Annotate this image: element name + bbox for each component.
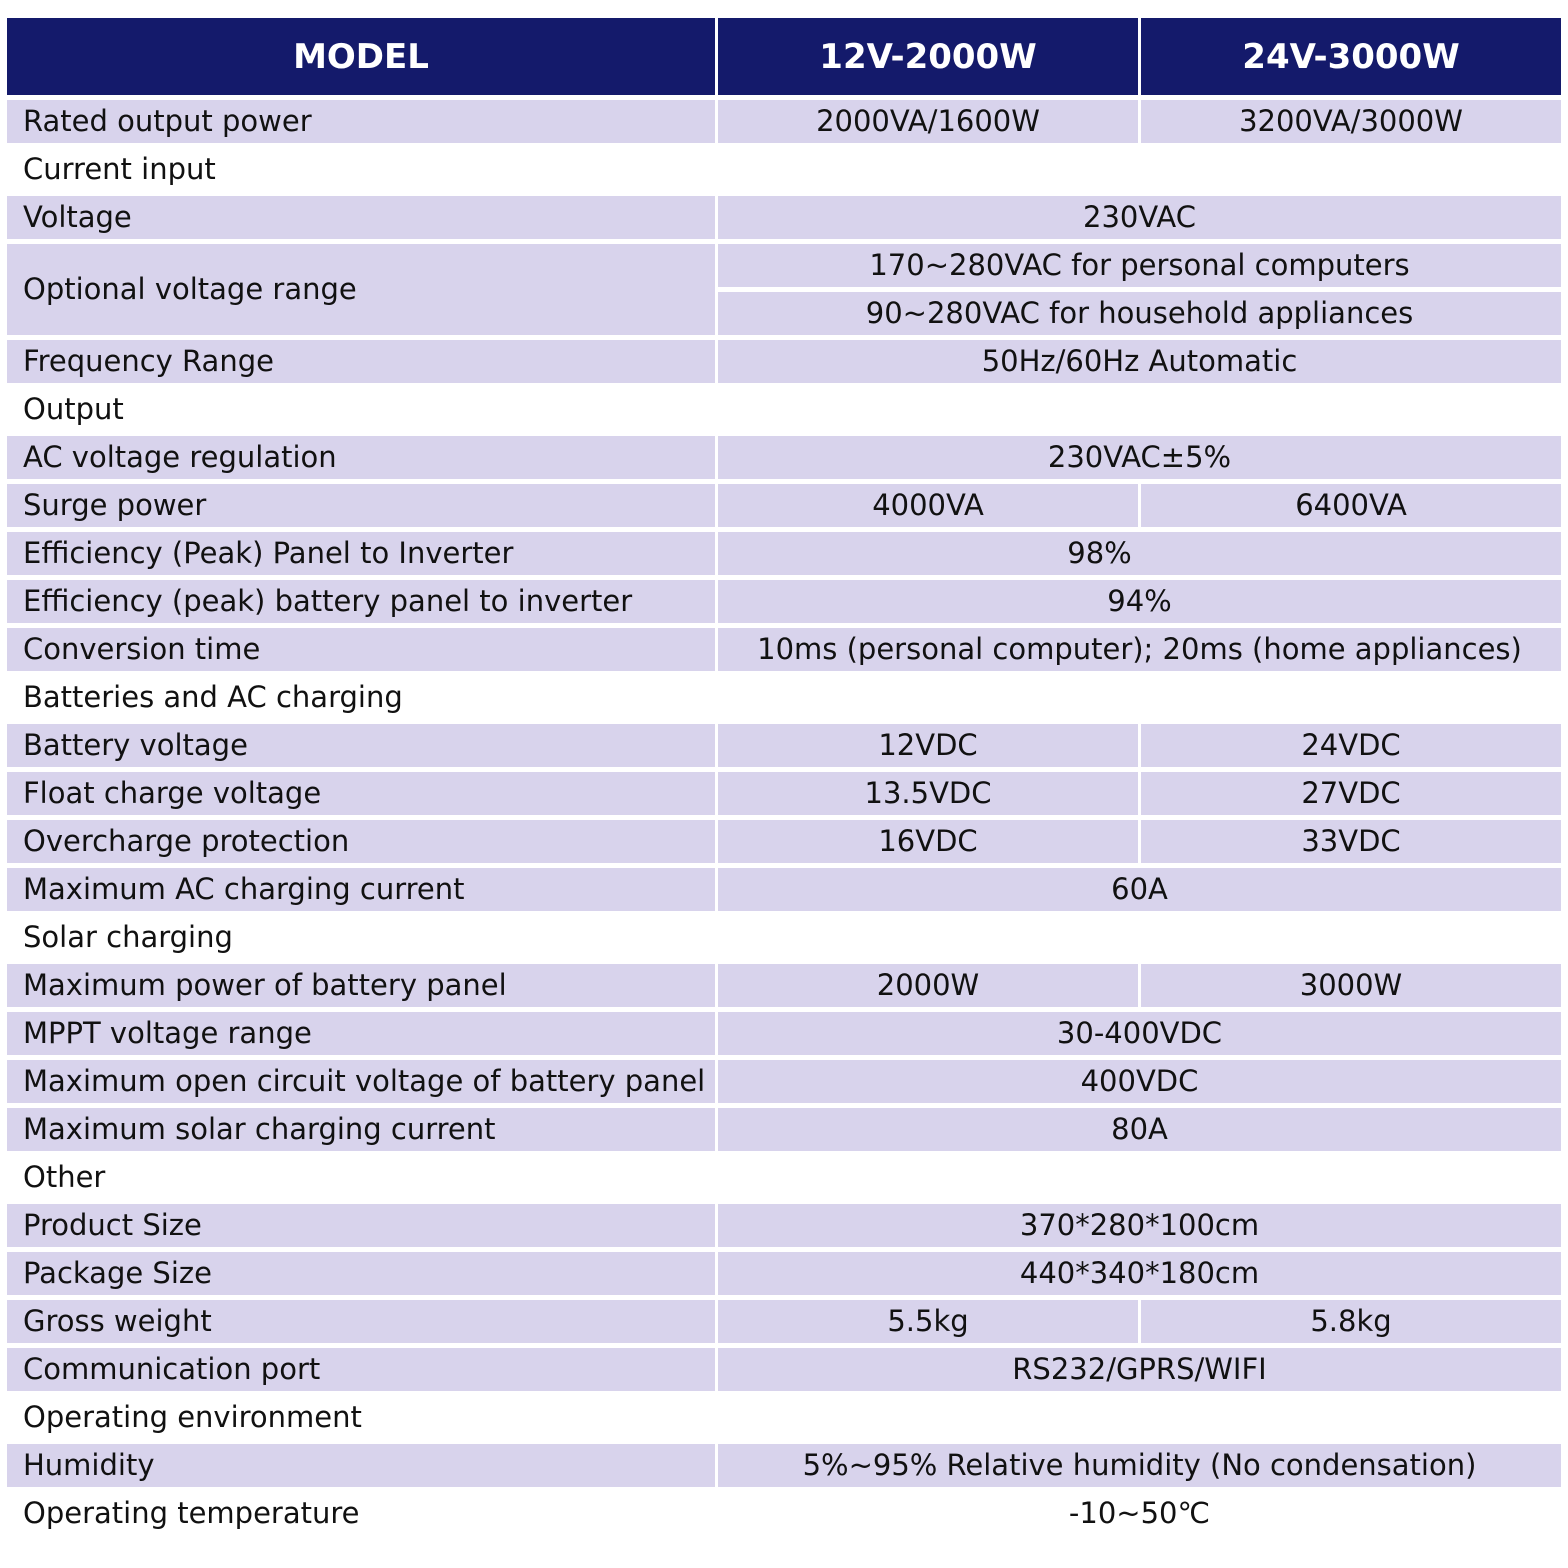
table-row	[7, 532, 1561, 575]
table-row	[7, 964, 1561, 1007]
section-row	[7, 1156, 1561, 1199]
row-value: -10~50℃	[715, 1492, 1561, 1535]
row-value: 230VAC	[715, 196, 1561, 239]
row-label: Surge power	[7, 484, 715, 527]
row-label: Overcharge protection	[7, 820, 715, 863]
row-label: Product Size	[7, 1204, 715, 1247]
table-row	[7, 100, 1561, 143]
section-row	[7, 676, 1561, 719]
row-value: 50Hz/60Hz Automatic	[715, 340, 1561, 383]
row-value: 230VAC±5%	[715, 436, 1561, 479]
table-row	[7, 1012, 1561, 1055]
table-row	[7, 436, 1561, 479]
row-label: Maximum open circuit voltage of battery panel	[7, 1060, 715, 1103]
row-value-a: 2000VA/1600W	[715, 100, 1138, 143]
section-row	[7, 1396, 1561, 1439]
row-value-line: 170~280VAC for personal computers	[718, 244, 1561, 287]
table-row	[7, 484, 1561, 527]
table-row	[7, 1204, 1561, 1247]
table-row	[7, 628, 1561, 671]
table-row	[7, 1108, 1561, 1151]
header-row	[7, 18, 1561, 95]
table-row	[7, 1252, 1561, 1295]
spec-table	[7, 13, 1561, 1540]
table-row	[7, 1348, 1561, 1391]
section-row	[7, 916, 1561, 959]
row-value-b: 27VDC	[1138, 772, 1561, 815]
row-value-b: 33VDC	[1138, 820, 1561, 863]
row-value-a: 4000VA	[715, 484, 1138, 527]
row-label: Humidity	[7, 1444, 715, 1487]
table-row	[7, 868, 1561, 911]
row-label: Gross weight	[7, 1300, 715, 1343]
table-row	[7, 772, 1561, 815]
row-value-b: 3200VA/3000W	[1138, 100, 1561, 143]
row-value-a: 13.5VDC	[715, 772, 1138, 815]
table-row	[7, 820, 1561, 863]
row-value-a: 2000W	[715, 964, 1138, 1007]
row-label: Package Size	[7, 1252, 715, 1295]
row-value-a: 5.5kg	[715, 1300, 1138, 1343]
row-label: Efficiency (peak) battery panel to inverter	[7, 580, 715, 623]
row-value-b: 24VDC	[1138, 724, 1561, 767]
table-row	[7, 340, 1561, 383]
row-label: Operating temperature	[7, 1492, 715, 1535]
section-heading: Output	[7, 388, 1561, 431]
row-label: Efficiency (Peak) Panel to Inverter	[7, 532, 715, 575]
row-value: 400VDC	[715, 1060, 1561, 1103]
row-label: Voltage	[7, 196, 715, 239]
row-label: MPPT voltage range	[7, 1012, 715, 1055]
header-12v-2000w: 12V-2000W	[715, 18, 1138, 95]
section-heading: Other	[7, 1156, 1561, 1199]
table-row	[7, 580, 1561, 623]
section-heading: Batteries and AC charging	[7, 676, 1561, 719]
row-value: 60A	[715, 868, 1561, 911]
row-value-line: 90~280VAC for household appliances	[718, 292, 1561, 335]
row-label: Frequency Range	[7, 340, 715, 383]
row-value-b: 3000W	[1138, 964, 1561, 1007]
row-label: Float charge voltage	[7, 772, 715, 815]
header-model: MODEL	[7, 18, 715, 95]
row-value: 98%	[715, 532, 1561, 575]
section-row	[7, 1492, 1561, 1535]
row-label: Battery voltage	[7, 724, 715, 767]
section-heading: Solar charging	[7, 916, 1561, 959]
table-row	[7, 196, 1561, 239]
section-row	[7, 148, 1561, 191]
row-value-stack	[715, 244, 1561, 335]
row-value-a: 16VDC	[715, 820, 1138, 863]
row-value-a: 12VDC	[715, 724, 1138, 767]
table-row	[7, 1060, 1561, 1103]
header-24v-3000w: 24V-3000W	[1138, 18, 1561, 95]
row-label: Communication port	[7, 1348, 715, 1391]
row-value: 370*280*100cm	[715, 1204, 1561, 1247]
section-heading: Operating environment	[7, 1396, 1561, 1439]
row-value: 5%~95% Relative humidity (No condensation)	[715, 1444, 1561, 1487]
row-label: Maximum power of battery panel	[7, 964, 715, 1007]
table-row	[7, 724, 1561, 767]
row-label: Rated output power	[7, 100, 715, 143]
table-row	[7, 1444, 1561, 1487]
row-value-b: 5.8kg	[1138, 1300, 1561, 1343]
row-value: 30-400VDC	[715, 1012, 1561, 1055]
row-value: 80A	[715, 1108, 1561, 1151]
row-value-b: 6400VA	[1138, 484, 1561, 527]
row-label: Conversion time	[7, 628, 715, 671]
table-row	[7, 1300, 1561, 1343]
row-value: 94%	[715, 580, 1561, 623]
row-label: AC voltage regulation	[7, 436, 715, 479]
row-value: 10ms (personal computer); 20ms (home appliances)	[715, 628, 1561, 671]
table-row	[7, 244, 1561, 335]
row-label: Maximum solar charging current	[7, 1108, 715, 1151]
row-value: 440*340*180cm	[715, 1252, 1561, 1295]
section-heading: Current input	[7, 148, 1561, 191]
row-value: RS232/GPRS/WIFI	[715, 1348, 1561, 1391]
row-label: Maximum AC charging current	[7, 868, 715, 911]
row-label: Optional voltage range	[7, 244, 715, 335]
section-row	[7, 388, 1561, 431]
